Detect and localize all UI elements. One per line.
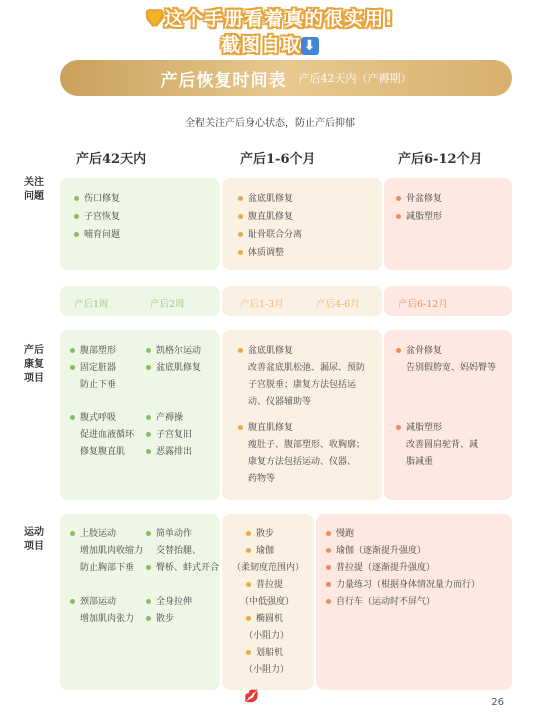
list-item-detail: （柔韧度范围内） — [232, 563, 305, 573]
list-item: 骨盆修复 — [396, 192, 442, 206]
list-item-detail: 药物等 — [248, 474, 276, 484]
list-item: 哺育问题 — [74, 228, 120, 242]
list-item: 自行车（运动时不屏气） — [326, 595, 435, 609]
list-item: 腹部塑形 — [70, 344, 116, 358]
list-item: 盆底肌修复 — [238, 192, 293, 206]
list-item: 伤口修复 — [74, 192, 120, 206]
list-item: 腹直肌修复 — [238, 421, 293, 435]
list-item: 椭圆机 — [246, 612, 283, 626]
page-subtitle: 产后42天内（产褥期） — [298, 72, 412, 85]
week-label: 产后2周 — [150, 299, 185, 310]
list-item-detail: 康复方法包括运动、仪器、 — [248, 457, 357, 467]
column-head-1: 产后42天内 — [76, 152, 147, 167]
list-item: 臀桥、蚌式开合 — [146, 561, 219, 575]
overlay-text-1: 这个手册看着真的很实用! — [164, 8, 394, 30]
list-item: 普拉提 — [246, 578, 283, 592]
list-item: 子宫恢复 — [74, 210, 120, 224]
list-item: 盆底肌修复 — [146, 361, 201, 375]
list-item: 全身拉伸 — [146, 595, 192, 609]
row-label-focus: 关注问题 — [24, 177, 44, 202]
list-item-detail: 告别假胯宽、妈妈臀等 — [406, 363, 497, 373]
list-item-detail: 改善圆肩驼背、减 — [406, 440, 479, 450]
list-item: 散步 — [146, 612, 174, 626]
list-item-detail: 瘦肚子、腹部塑形、收胸廓； — [248, 440, 366, 450]
list-item: 普拉提（逐渐提升强度） — [326, 561, 435, 575]
tagline: 全程关注产后身心状态，防止产后抑郁 — [185, 118, 355, 129]
list-item: 简单动作 — [146, 527, 192, 541]
list-item: 恶露排出 — [146, 445, 192, 459]
list-item: 产褥操 — [146, 411, 183, 425]
list-item: 慢跑 — [326, 527, 354, 541]
list-item: 耻骨联合分离 — [238, 228, 302, 242]
list-item: 子宫复旧 — [146, 428, 192, 442]
list-item: 减脂塑形 — [396, 421, 442, 435]
list-item: 减脂塑形 — [396, 210, 442, 224]
list-item: 划船机 — [246, 646, 283, 660]
list-item-detail: 防止下垂 — [80, 380, 117, 390]
week-label: 产后1周 — [74, 299, 109, 310]
week-label: 产后6-12月 — [398, 299, 448, 310]
list-item: 上肢运动 — [70, 527, 116, 541]
page-title: 产后恢复时间表 — [160, 70, 287, 91]
list-item-detail: （小阻力） — [244, 631, 290, 641]
list-item: 瑜伽 — [246, 544, 274, 558]
title-bar — [60, 60, 512, 96]
list-item: 散步 — [246, 527, 274, 541]
week-label: 产后1-3月 — [240, 299, 284, 310]
list-item-detail: 修复腹直肌 — [80, 447, 126, 457]
list-item-detail: 增加肌肉收缩力 — [80, 546, 144, 556]
list-item-detail: 促进血液循环 — [80, 430, 135, 440]
overlay-text-2: 截图自取 — [220, 34, 301, 56]
list-item-detail: 改善盆底肌松弛、漏尿、预防 — [248, 363, 366, 373]
column-head-2: 产后1-6个月 — [240, 152, 316, 167]
list-item: 颈部运动 — [70, 595, 116, 609]
list-item: 固定脏器 — [70, 361, 116, 375]
overlay-line-1 — [0, 4, 540, 31]
down-arrow-icon: ⬇ — [301, 37, 319, 55]
list-item: 盆骨修复 — [396, 344, 442, 358]
list-item: 力量练习（根据身体情况量力而行） — [326, 578, 480, 592]
column-head-3: 产后6-12个月 — [398, 152, 483, 167]
row-label-recovery: 产后康复项目 — [24, 345, 44, 384]
list-item: 凯格尔运动 — [146, 344, 201, 358]
list-item-detail: 子宫脱垂；康复方法包括运 — [248, 380, 357, 390]
list-item-detail: （小阻力） — [244, 665, 290, 675]
overlay-line-2 — [0, 30, 540, 57]
list-item-detail: 动、仪器辅助等 — [248, 397, 312, 407]
list-item-detail: （中低强度） — [240, 597, 295, 607]
list-item-detail: 增加肌肉张力 — [80, 614, 135, 624]
list-item-detail: 防止胸部下垂 — [80, 563, 135, 573]
list-item-detail: 交替抬腿、 — [156, 546, 202, 556]
list-item: 盆底肌修复 — [238, 344, 293, 358]
list-item: 瑜伽（逐渐提升强度） — [326, 544, 426, 558]
lips-icon: 💋 — [244, 689, 259, 703]
list-item-detail: 脂减重 — [406, 457, 434, 467]
week-label: 产后4-6月 — [316, 299, 360, 310]
page-number: 26 — [491, 697, 504, 708]
list-item: 体质调整 — [238, 246, 284, 260]
heart-icon: ♥ — [146, 8, 165, 30]
list-item: 腹式呼吸 — [70, 411, 116, 425]
list-item: 腹直肌修复 — [238, 210, 293, 224]
row-label-exercise: 运动项目 — [24, 527, 44, 552]
